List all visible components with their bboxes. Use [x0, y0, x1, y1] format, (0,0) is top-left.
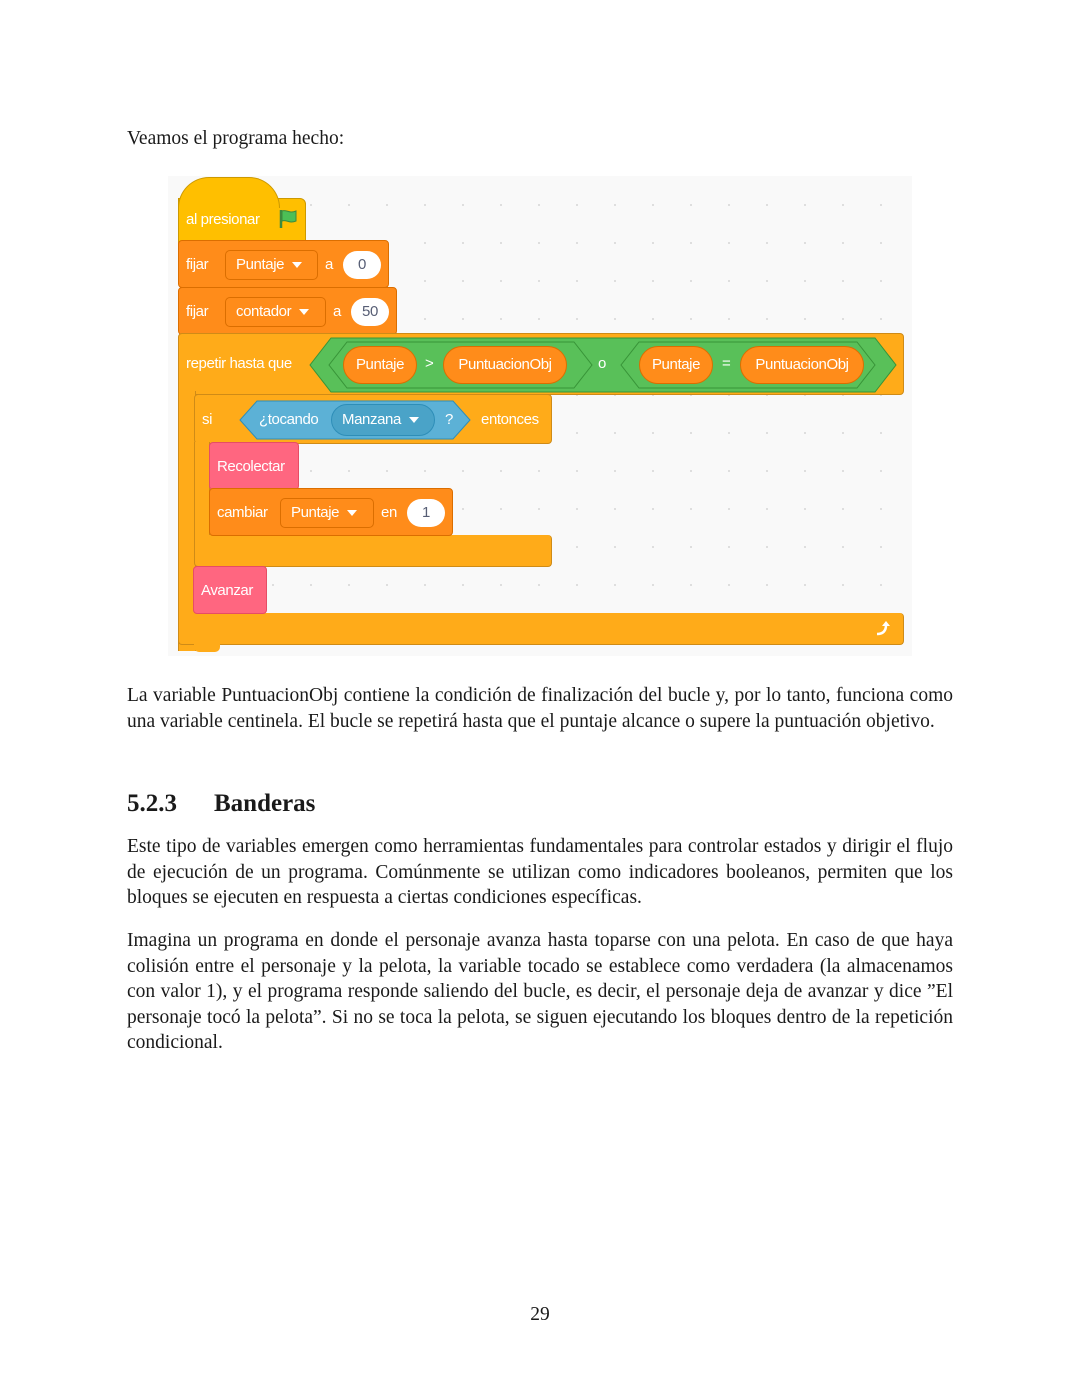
repeat-until-block	[178, 333, 904, 395]
by-label: en	[381, 504, 397, 521]
set-verb: fijar	[186, 256, 209, 273]
value-input[interactable]: 0	[343, 251, 381, 279]
avanzar-block[interactable]	[193, 566, 267, 614]
intro-text: Veamos el programa hecho:	[127, 128, 345, 149]
chevron-down-icon	[292, 262, 302, 268]
or-label: o	[598, 355, 606, 372]
puntuacionobj-reporter[interactable]: PuntuacionObj	[740, 346, 864, 384]
section-number: 5.2.3	[127, 790, 177, 817]
greater-than-label: >	[425, 355, 434, 372]
variable-dropdown[interactable]	[225, 297, 326, 327]
value-input[interactable]: 50	[351, 298, 389, 326]
change-verb: cambiar	[217, 504, 268, 521]
variable-dropdown[interactable]	[280, 498, 374, 528]
change-puntaje-block	[209, 488, 453, 536]
set-contador-block	[178, 287, 397, 335]
dropdown-value: contador	[236, 303, 292, 320]
repeat-end	[178, 613, 904, 645]
set-puntaje-block	[178, 240, 389, 288]
when-flag-clicked-block	[178, 198, 306, 244]
equals-label: =	[722, 355, 731, 372]
then-label: entonces	[481, 411, 539, 428]
block-notch	[194, 644, 220, 652]
hat-label: al presionar	[186, 211, 260, 228]
section-title: Banderas	[214, 790, 316, 817]
puntaje-reporter[interactable]: Puntaje	[639, 346, 713, 384]
avanzar-label: Avanzar	[201, 582, 253, 599]
green-flag-icon	[277, 208, 299, 230]
dropdown-value: Puntaje	[236, 256, 285, 273]
if-then-block	[194, 394, 552, 444]
dropdown-value: Manzana	[342, 411, 401, 428]
recolectar-block[interactable]	[209, 442, 299, 490]
paragraph-sentinel: La variable PuntuacionObj contiene la condición de finalización del bucle y, por lo tanto, funciona como una variable centinela. El bucle se repetirá hasta que el puntaje alcance o supere la puntuación objetivo.	[127, 685, 953, 732]
variable-dropdown[interactable]	[225, 250, 318, 280]
chevron-down-icon	[409, 417, 419, 423]
if-arm	[194, 442, 210, 536]
touching-label: ¿tocando	[259, 411, 319, 428]
recolectar-label: Recolectar	[217, 458, 285, 475]
loop-arrow-icon	[873, 619, 893, 639]
set-verb: fijar	[186, 303, 209, 320]
puntaje-reporter[interactable]: Puntaje	[343, 346, 417, 384]
section-heading	[127, 790, 315, 818]
value-input[interactable]: 1	[407, 499, 445, 527]
if-label: si	[202, 411, 213, 428]
if-end	[194, 535, 552, 567]
to-label: a	[333, 303, 341, 320]
repeat-label: repetir hasta que	[186, 355, 292, 372]
paragraph-example: Imagina un programa en donde el personaje avanza hasta toparse con una pelota. En caso de que haya colisión entre el personaje y la pelota, la variable tocado se establece como verdadera (la almacenamos con valor 1), y el programa responde saliendo del bucle, es decir, el personaje deja de avanzar y dice ”El personaje tocó la pelota”. Si no se toca la pelota, se siguen ejecutando los bloques dentro de la repetición condicional.	[127, 930, 953, 1053]
chevron-down-icon	[347, 510, 357, 516]
dropdown-value: Puntaje	[291, 504, 340, 521]
puntuacionobj-reporter[interactable]: PuntuacionObj	[443, 346, 567, 384]
page-number: 29	[530, 1304, 550, 1325]
object-dropdown[interactable]	[331, 404, 435, 436]
scratch-code-canvas	[168, 176, 912, 656]
question-mark: ?	[445, 411, 453, 428]
to-label: a	[325, 256, 333, 273]
chevron-down-icon	[299, 309, 309, 315]
paragraph-flags: Este tipo de variables emergen como herramientas fundamentales para controlar estados y dirigir el flujo de ejecución de un programa. Comúnmente se utilizan como indicadores booleanos, permiten que los bloques se ejecuten en respuesta a ciertas condiciones específicas.	[127, 836, 953, 908]
